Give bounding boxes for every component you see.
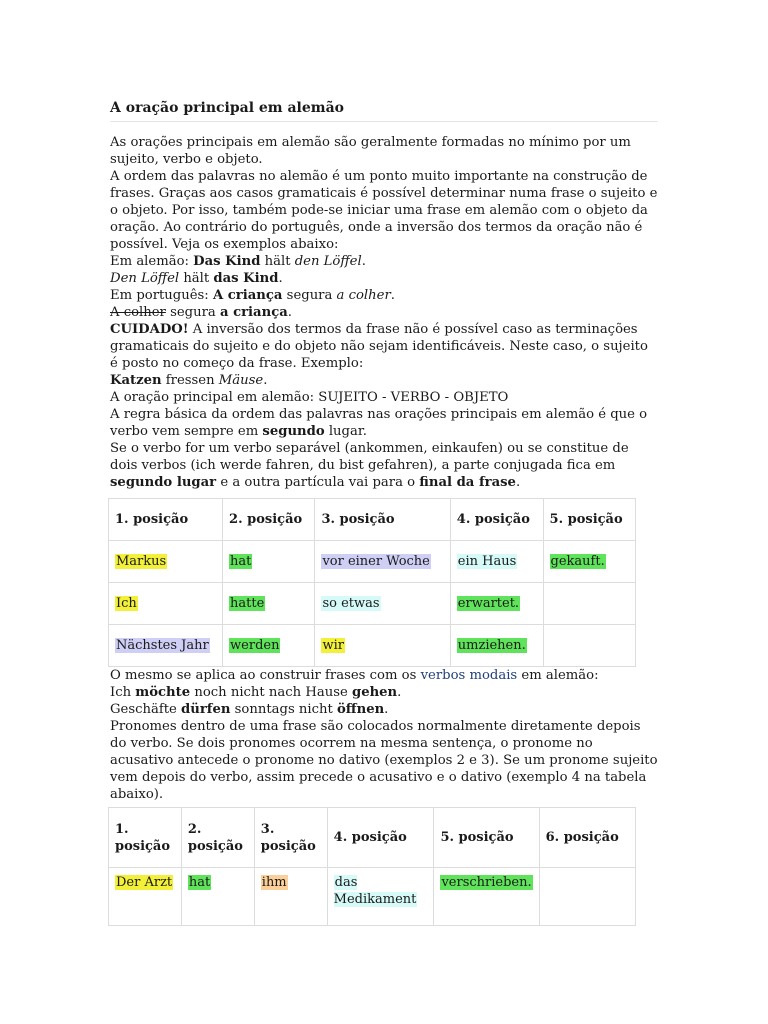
word-order-table bbox=[108, 498, 636, 667]
example-line: Em português: A criança segura a colher. bbox=[110, 288, 395, 303]
example-line: A colher segura a criança. bbox=[110, 305, 292, 320]
table-cell: verschrieben. bbox=[434, 868, 539, 926]
paragraph: Pronomes dentro de uma frase são colocados normalmente diretamente depois do verbo. Se dois pronomes ocorrem na mesma sentença, o pronome no acusativo antecede o pronome no dativo (exemplos 2 e 3). Se um pronome sujeito vem depois do verbo, assim precede o acusativo e o dativo (exemplo 4 na tabela abaixo). bbox=[110, 719, 658, 802]
table-cell: werden bbox=[223, 625, 315, 667]
table-cell: ihm bbox=[254, 868, 327, 926]
table-cell bbox=[543, 625, 635, 667]
table-cell: Ich bbox=[109, 583, 223, 625]
table-row bbox=[109, 625, 636, 667]
modal-verbs-link[interactable]: verbos modais bbox=[420, 668, 518, 683]
table-header: 1. posição bbox=[109, 808, 182, 868]
table-header: 2. posição bbox=[181, 808, 254, 868]
warning-paragraph: CUIDADO! A inversão dos termos da frase não é possível caso as terminações gramaticais do sujeito e do objeto não sejam identificáveis. Neste caso, o sujeito é posto no começo da frase. Exemplo: bbox=[110, 322, 648, 371]
table-cell: vor einer Woche bbox=[315, 541, 450, 583]
table-cell: wir bbox=[315, 625, 450, 667]
example-line: Den Löffel hält das Kind. bbox=[110, 271, 283, 286]
pronoun-order-table bbox=[108, 807, 636, 926]
table-cell: gekauft. bbox=[543, 541, 635, 583]
table-cell: umziehen. bbox=[450, 625, 543, 667]
page-title: A oração principal em alemão bbox=[110, 99, 658, 122]
table-cell: erwartet. bbox=[450, 583, 543, 625]
table-row bbox=[109, 868, 636, 926]
table-cell: hatte bbox=[223, 583, 315, 625]
table-row bbox=[109, 583, 636, 625]
example-line: Ich möchte noch nicht nach Hause gehen. bbox=[110, 685, 402, 700]
table-header: 3. posição bbox=[315, 499, 450, 541]
table-cell: hat bbox=[223, 541, 315, 583]
table-header-row bbox=[109, 499, 636, 541]
example-line: Geschäfte dürfen sonntags nicht öffnen. bbox=[110, 702, 389, 717]
table-header: 5. posição bbox=[434, 808, 539, 868]
table-cell: so etwas bbox=[315, 583, 450, 625]
table-header: 2. posição bbox=[223, 499, 315, 541]
table-header: 6. posição bbox=[539, 808, 635, 868]
table-cell: Nächstes Jahr bbox=[109, 625, 223, 667]
modal-section bbox=[110, 667, 658, 803]
table-header: 1. posição bbox=[109, 499, 223, 541]
table-cell bbox=[543, 583, 635, 625]
table-cell: hat bbox=[181, 868, 254, 926]
paragraph: A regra básica da ordem das palavras nas orações principais em alemão é que o verbo vem sempre em segundo lugar. bbox=[110, 407, 648, 439]
table-cell: Markus bbox=[109, 541, 223, 583]
paragraph: A ordem das palavras no alemão é um ponto muito importante na construção de frases. Graças aos casos gramaticais é possível determinar numa frase o sujeito e o objeto. Por isso, também pode-se iniciar uma frase em alemão com o objeto da oração. Ao contrário do português, onde a inversão dos termos da oração não é possível. Veja os exemplos abaixo: bbox=[110, 169, 658, 252]
paragraph: As orações principais em alemão são geralmente formadas no mínimo por um sujeito, verbo e objeto. bbox=[110, 135, 631, 167]
table-header: 4. posição bbox=[450, 499, 543, 541]
paragraph: A oração principal em alemão: SUJEITO - VERBO - OBJETO bbox=[110, 390, 509, 405]
table-cell: ein Haus bbox=[450, 541, 543, 583]
example-line: Katzen fressen Mäuse. bbox=[110, 373, 268, 388]
table-header: 4. posição bbox=[327, 808, 434, 868]
table-header: 3. posição bbox=[254, 808, 327, 868]
table-row bbox=[109, 541, 636, 583]
table-header-row bbox=[109, 808, 636, 868]
paragraph: Se o verbo for um verbo separável (ankommen, einkaufen) ou se constitue de dois verbos (ich werde fahren, du bist gefahren), a parte conjugada fica em segundo lugar e a outra partícula vai para o final da frase. bbox=[110, 441, 629, 490]
table-cell: Der Arzt bbox=[109, 868, 182, 926]
intro-section bbox=[110, 134, 658, 491]
table-cell bbox=[539, 868, 635, 926]
table-header: 5. posição bbox=[543, 499, 635, 541]
table-cell: das Medikament bbox=[327, 868, 434, 926]
paragraph: O mesmo se aplica ao construir frases com os verbos modais em alemão: bbox=[110, 668, 599, 683]
example-line: Em alemão: Das Kind hält den Löffel. bbox=[110, 254, 366, 269]
